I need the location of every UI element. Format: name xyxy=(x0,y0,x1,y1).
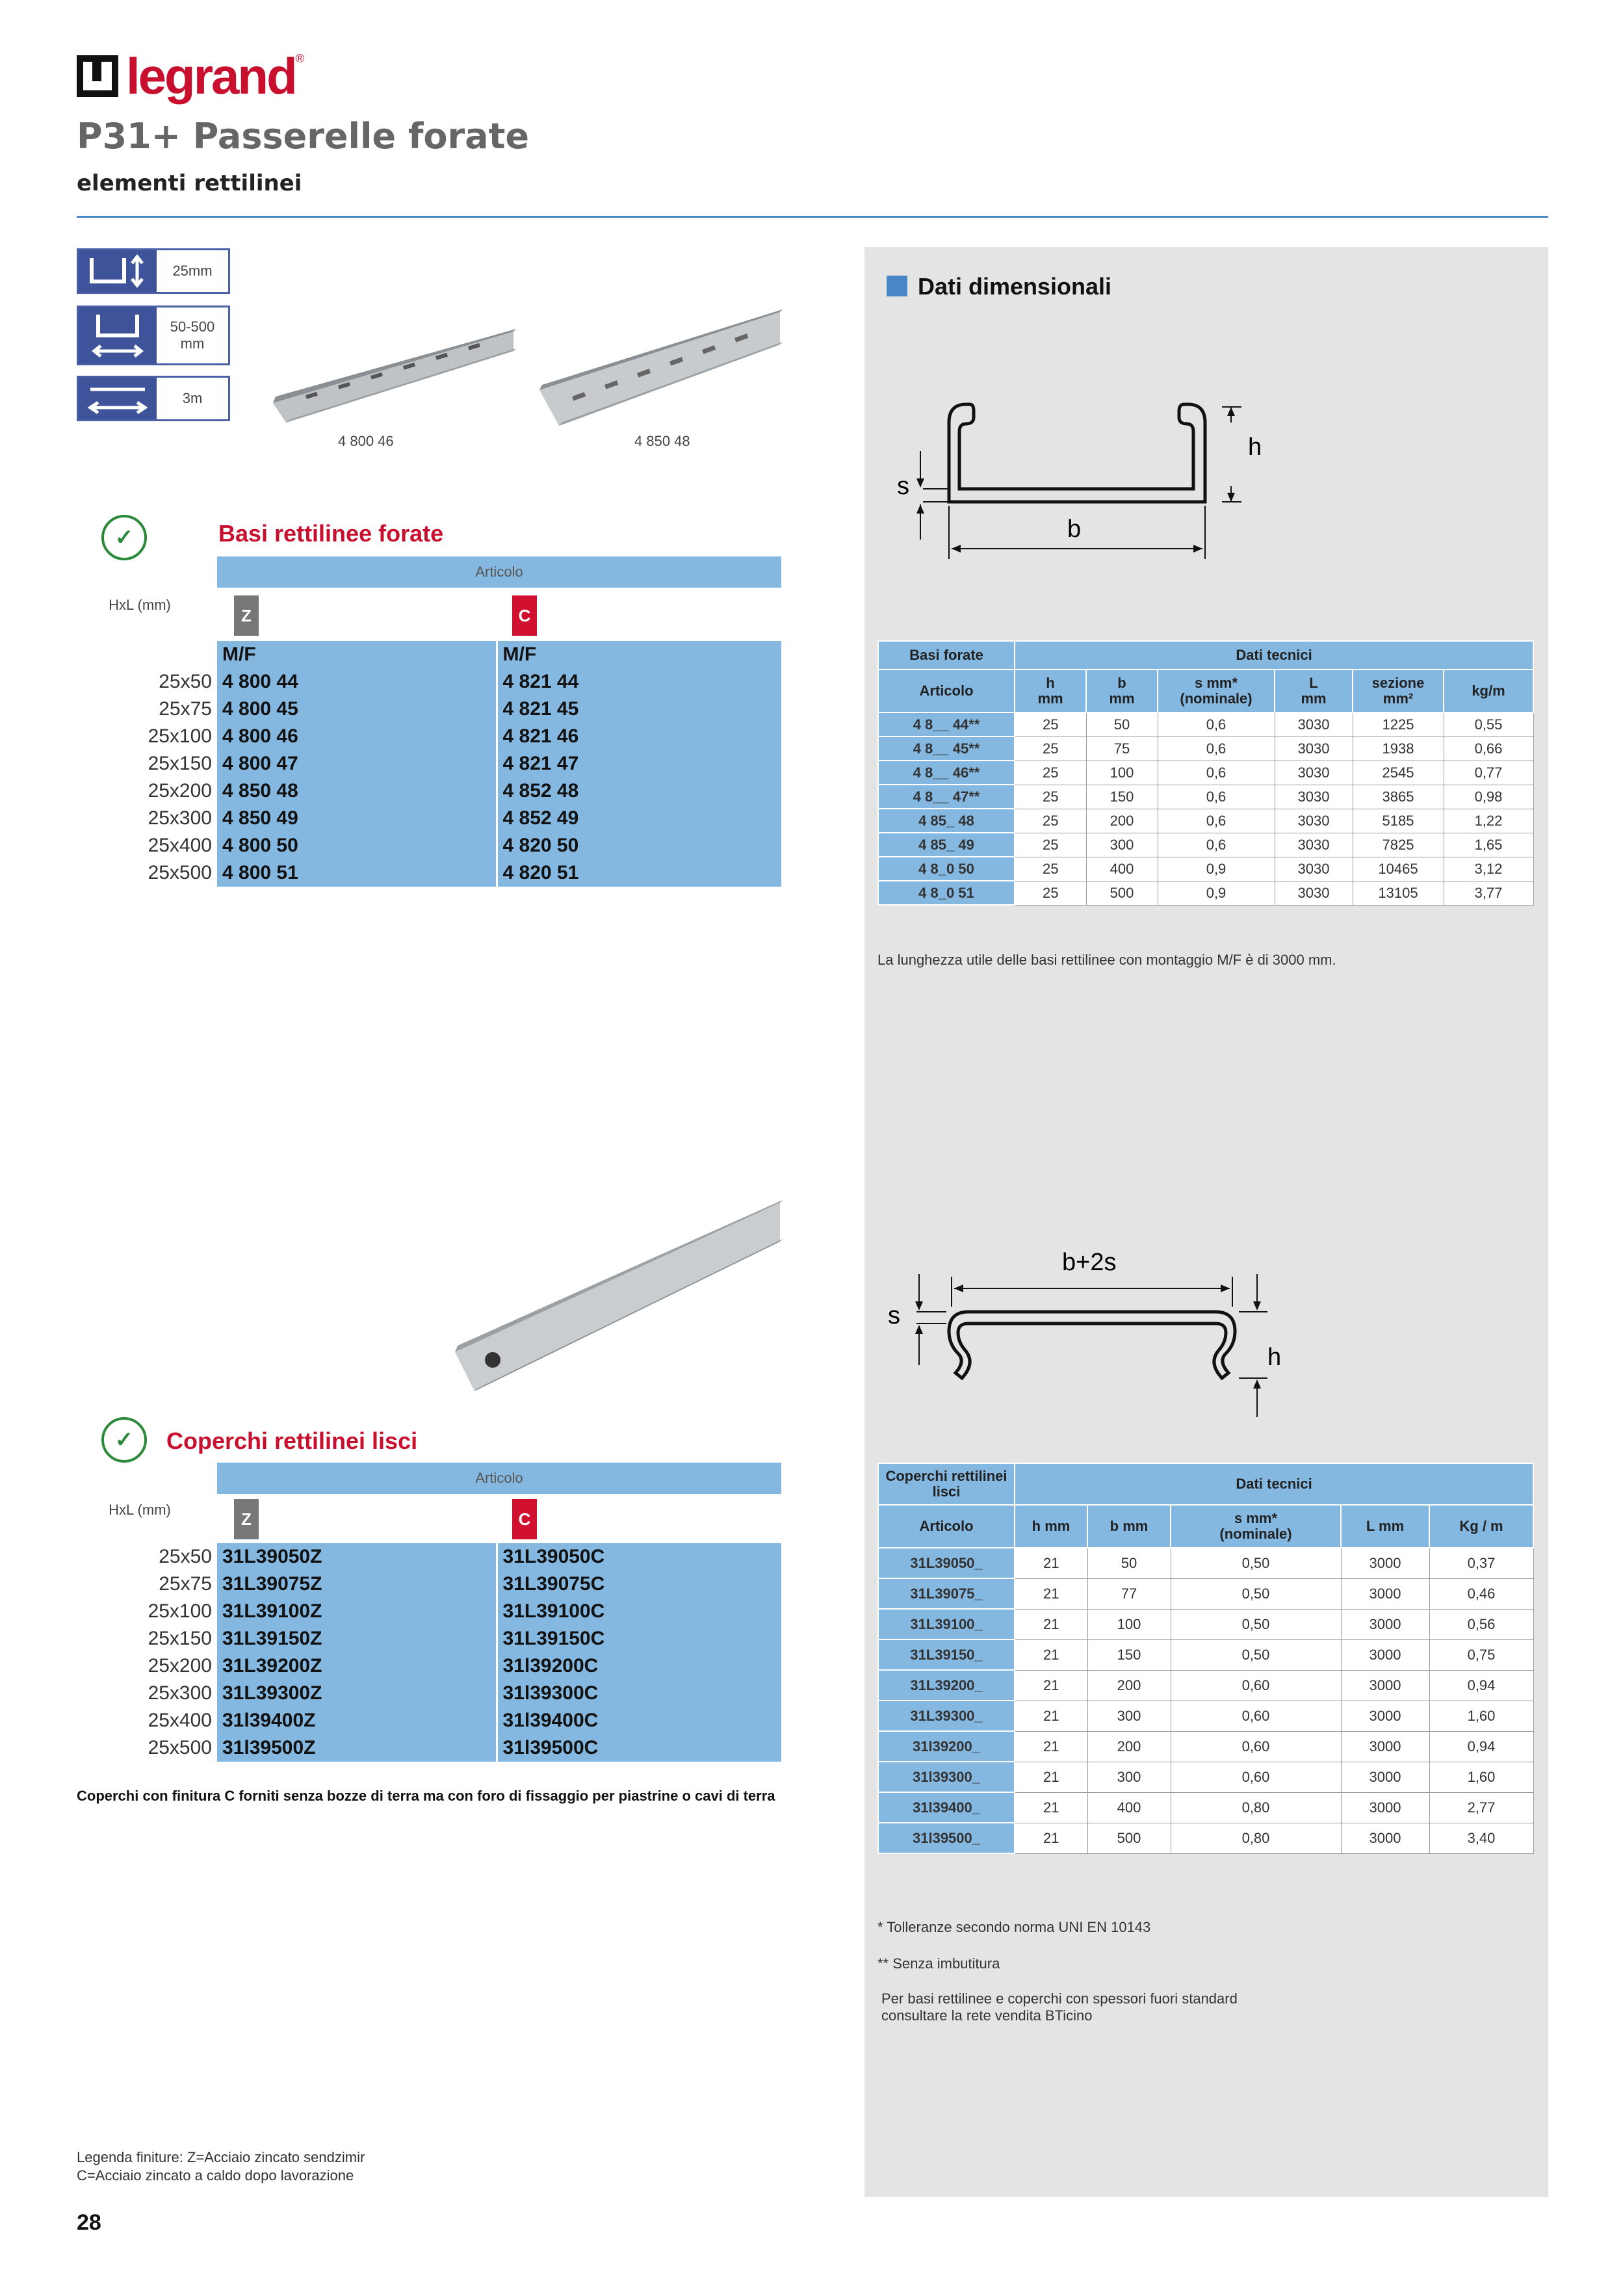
registered-mark: ® xyxy=(295,52,304,65)
table-row: 25x300 4 850 49 4 852 49 xyxy=(97,805,781,832)
table-row: 25x500 31l39500Z 31l39500C xyxy=(97,1734,781,1762)
coperchi-dati-header: Dati tecnici xyxy=(1015,1463,1533,1505)
footnote-imbutitura: ** Senza imbutitura xyxy=(877,1955,1000,1972)
height-icon xyxy=(79,250,157,292)
label-s: s xyxy=(897,473,909,500)
basi-section-title: Basi rettilinee forate xyxy=(218,520,444,547)
table-row: 25x75 31L39075Z 31L39075C xyxy=(97,1571,781,1598)
basi-col-c-header: M/F xyxy=(497,641,781,668)
table-row: 25x400 4 800 50 4 820 50 xyxy=(97,832,781,859)
label-h-2: h xyxy=(1267,1344,1282,1371)
basi-articolo-header: Articolo xyxy=(217,556,781,588)
section-marker-icon xyxy=(887,276,907,296)
coperchi-tech-table: Coperchi rettilinei lisci Dati tecnici Articolo h mm b mm s mm* (nominale) L mm Kg / m 31L39050_ 21 50 0,50 3000 0,37 31L39075_ 21 77 0,50 3000 0,46 31L39100_ 21 100 0,50 3000 0,56 31L39150_ 21 150 0,50 3000 0,75 31L39200_ 21 200 0,60 3000 0,94 31L39300_ 21 300 0,60 3000 1,60 31l39200_ 21 200 0,60 3000 0,94 31l39300_ 21 300 0,60 3000 1,60 31l39400_ 21 400 0,80 3000 2,77 31l39500_ 21 500 0,80 3000 3,40 xyxy=(877,1463,1534,1854)
tray-image-2 xyxy=(533,306,786,429)
label-h: h xyxy=(1248,434,1262,461)
coperchi-table xyxy=(97,1543,781,1762)
coperchi-articolo-header: Articolo xyxy=(217,1463,781,1494)
table-row: 4 8__ 44** 25 50 0,6 3030 1225 0,55 xyxy=(878,712,1533,737)
coperchi-hxl-label: HxL (mm) xyxy=(109,1502,171,1518)
table-row: 4 8__ 47** 25 150 0,6 3030 3865 0,98 xyxy=(878,785,1533,809)
quality-mark-icon: ✓ xyxy=(101,515,147,560)
legrand-logo xyxy=(77,47,304,105)
basi-dati-header: Dati tecnici xyxy=(1015,641,1533,670)
basi-group-header: Basi forate xyxy=(878,641,1015,670)
dim-height-box xyxy=(77,248,230,294)
table-row: 25x100 4 800 46 4 821 46 xyxy=(97,723,781,750)
coperchi-group-header: Coperchi rettilinei lisci xyxy=(878,1463,1015,1505)
dim-height-value: 25mm xyxy=(172,263,213,279)
basi-col-z-header: M/F xyxy=(217,641,497,668)
table-row: 31L39050_ 21 50 0,50 3000 0,37 xyxy=(878,1548,1533,1578)
legrand-logo-mark xyxy=(77,55,118,97)
table-row: 25x150 31L39150Z 31L39150C xyxy=(97,1625,781,1652)
table-row: 4 8_0 51 25 500 0,9 3030 13105 3,77 xyxy=(878,881,1533,905)
dim-width-value: 50-500 mm xyxy=(170,319,215,352)
table-row: 25x300 31L39300Z 31l39300C xyxy=(97,1680,781,1707)
cover-image xyxy=(442,1190,786,1398)
table-row: 25x50 4 800 44 4 821 44 xyxy=(97,668,781,696)
table-row: 25x200 31L39200Z 31l39200C xyxy=(97,1652,781,1680)
coperchi-note: Coperchi con finitura C forniti senza bozze di terra ma con foro di fissaggio per piastrine o cavi di terra xyxy=(77,1788,775,1804)
table-row: 25x200 4 850 48 4 852 48 xyxy=(97,777,781,805)
dim-length-box xyxy=(77,376,230,421)
coperchi-section-title: Coperchi rettilinei lisci xyxy=(166,1428,418,1454)
table-row: 31l39400_ 21 400 0,80 3000 2,77 xyxy=(878,1792,1533,1823)
width-icon xyxy=(79,307,157,363)
basi-table xyxy=(97,641,781,887)
table-row: 31L39075_ 21 77 0,50 3000 0,46 xyxy=(878,1578,1533,1609)
table-row: 4 8_0 50 25 400 0,9 3030 10465 3,12 xyxy=(878,857,1533,881)
footnote-spessori: Per basi rettilinee e coperchi con spessori fuori standard consultare la rete vendita BTicino xyxy=(881,1990,1238,2024)
table-row: 4 85_ 49 25 300 0,6 3030 7825 1,65 xyxy=(878,833,1533,857)
table-row: 4 85_ 48 25 200 0,6 3030 5185 1,22 xyxy=(878,809,1533,833)
table-row: 31l39200_ 21 200 0,60 3000 0,94 xyxy=(878,1731,1533,1762)
tray-caption-1: 4 800 46 xyxy=(338,433,394,449)
length-icon xyxy=(79,378,157,419)
label-s-2: s xyxy=(888,1302,900,1329)
basi-finish-z: Z xyxy=(234,595,259,636)
page-number: 28 xyxy=(77,2210,101,2235)
table-row: 25x150 4 800 47 4 821 47 xyxy=(97,750,781,777)
legend-line-1: Legenda finiture: Z=Acciaio zincato sendzimir xyxy=(77,2149,365,2165)
coperchi-finish-c: C xyxy=(512,1499,537,1539)
basi-tech-table: Basi forate Dati tecnici Articolo h mm b mm s mm* (nominale) L mm sezione mm² kg/m 4 8__ 44** 25 50 0,6 3030 1225 0,55 4 8__ 45** 25 75 0,6 3030 1938 0,66 4 8__ 46** 25 100 0,6 3030 2545 0,77 4 8__ 47** 25 150 0,6 3030 3865 0,98 4 85_ 48 25 200 0,6 3030 5185 1,22 4 85_ 49 25 300 0,6 3030 7825 1,65 4 8_0 50 25 400 0,9 3030 10465 3,12 4 8_0 51 25 500 0,9 3030 13105 3,77 xyxy=(877,640,1534,906)
label-b: b xyxy=(1067,515,1082,543)
table-row: 4 8__ 46** 25 100 0,6 3030 2545 0,77 xyxy=(878,761,1533,785)
page-subtitle: elementi rettilinei xyxy=(77,170,302,196)
tray-caption-2: 4 850 48 xyxy=(634,433,690,449)
basi-finish-c: C xyxy=(512,595,537,636)
table-row: 31l39300_ 21 300 0,60 3000 1,60 xyxy=(878,1762,1533,1792)
base-profile-diagram xyxy=(897,390,1287,572)
table-row: 25x75 4 800 45 4 821 45 xyxy=(97,696,781,723)
label-b2s: b+2s xyxy=(1062,1249,1117,1276)
quality-mark-icon-2: ✓ xyxy=(101,1417,147,1463)
tray-image-1 xyxy=(266,306,520,429)
coperchi-finish-z: Z xyxy=(234,1499,259,1539)
cover-profile-diagram xyxy=(877,1235,1306,1430)
table-row: 25x400 31l39400Z 31l39400C xyxy=(97,1707,781,1734)
table-row: 31L39100_ 21 100 0,50 3000 0,56 xyxy=(878,1609,1533,1639)
basi-hxl-label: HxL (mm) xyxy=(109,597,171,613)
legend-line-2: C=Acciaio zincato a caldo dopo lavorazione xyxy=(77,2167,354,2184)
dati-title: Dati dimensionali xyxy=(918,273,1112,300)
table-row: 4 8__ 45** 25 75 0,6 3030 1938 0,66 xyxy=(878,737,1533,761)
brand-name: legrand xyxy=(126,47,296,105)
table-row: 31L39150_ 21 150 0,50 3000 0,75 xyxy=(878,1639,1533,1670)
table-row: 25x50 31L39050Z 31L39050C xyxy=(97,1543,781,1571)
table-row: 31l39500_ 21 500 0,80 3000 3,40 xyxy=(878,1823,1533,1853)
page-title: P31+ Passerelle forate xyxy=(77,116,530,157)
table-row: 31L39300_ 21 300 0,60 3000 1,60 xyxy=(878,1701,1533,1731)
header-divider xyxy=(77,216,1548,218)
footnote-tolerance: * Tolleranze secondo norma UNI EN 10143 xyxy=(877,1919,1151,1935)
table-row: 25x100 31L39100Z 31L39100C xyxy=(97,1598,781,1625)
table-row: 25x500 4 800 51 4 820 51 xyxy=(97,859,781,887)
basi-length-note: La lunghezza utile delle basi rettilinee con montaggio M/F è di 3000 mm. xyxy=(877,952,1336,968)
dim-width-box xyxy=(77,306,230,365)
dim-length-value: 3m xyxy=(182,390,203,406)
table-row: 31L39200_ 21 200 0,60 3000 0,94 xyxy=(878,1670,1533,1701)
